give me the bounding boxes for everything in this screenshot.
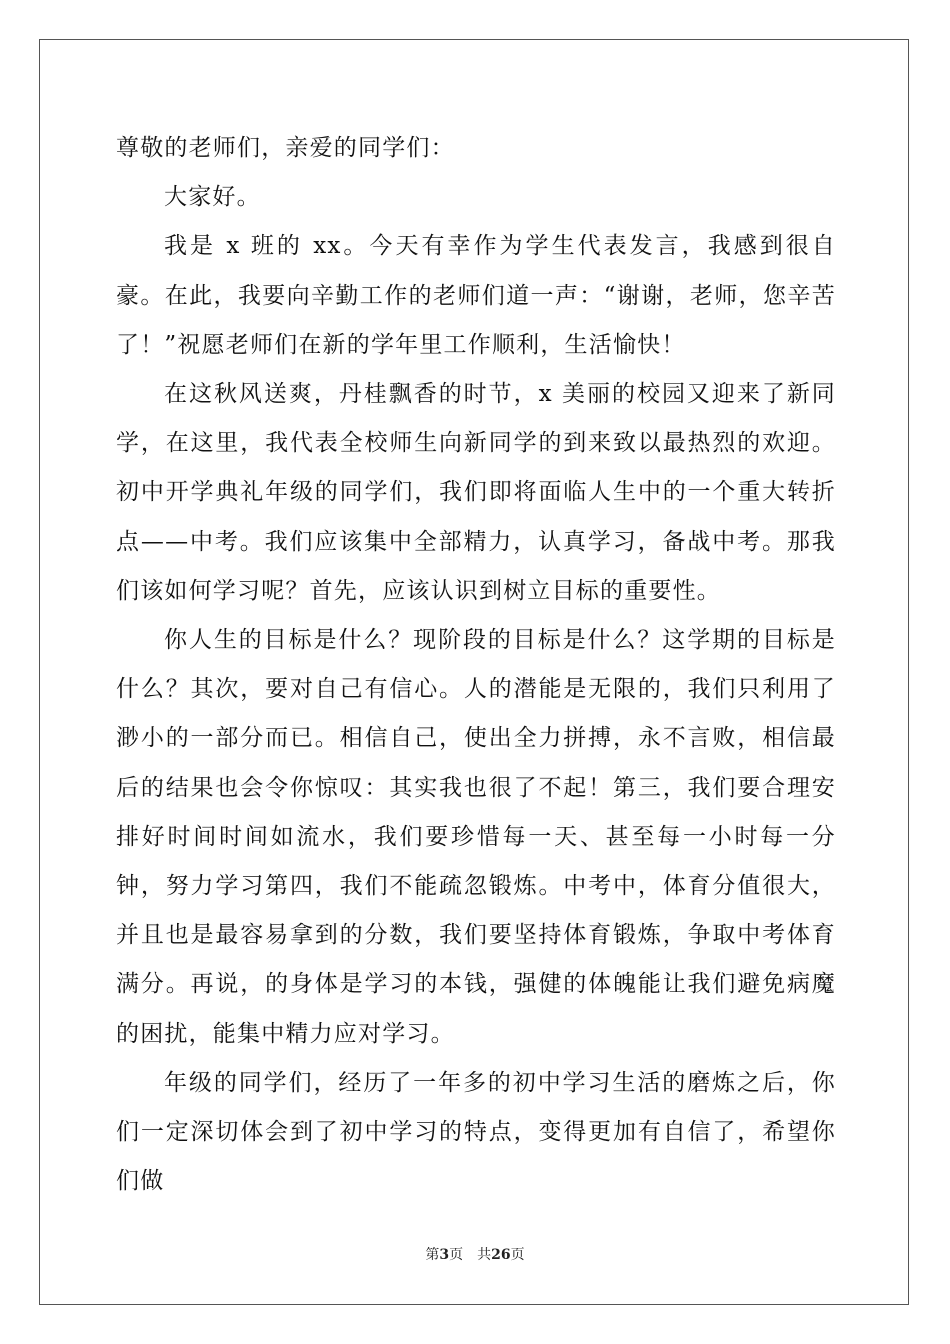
greeting: 尊敬的老师们，亲爱的同学们：: [116, 135, 455, 161]
paragraph-1: 大家好。: [164, 184, 261, 211]
total-suffix: 页: [510, 1247, 525, 1263]
page-suffix: 页: [449, 1247, 464, 1263]
paragraph-3: 在这秋风送爽，丹桂飘香的时节，x 美丽的校园又迎来了新同学，在这里，我代表全校师生向新同学的到来致以最热烈的欢迎。初中开学典礼年级的同学们，我们即将面临人生中的一个重大转折点——中考。我们应该集中全部精力，认真学习，备战中考。那我们该如何学习呢？首先，应该认识到树立目标的重要性。: [116, 381, 836, 604]
page-footer: [0, 1244, 950, 1264]
total-pages: 26: [491, 1247, 511, 1263]
document-body: [116, 124, 836, 1206]
page-number: 3: [439, 1247, 450, 1263]
paragraph-5: 年级的同学们，经历了一年多的初中学习生活的磨炼之后，你们一定深切体会到了初中学习的特点，变得更加有自信了，希望你们做: [116, 1069, 836, 1195]
paragraph-4: 你人生的目标是什么？现阶段的目标是什么？这学期的目标是什么？其次，要对自己有信心。人的潜能是无限的，我们只利用了渺小的一部分而已。相信自己，使出全力拼搏，永不言败，相信最后的结果也会令你惊叹：其实我也很了不起！第三，我们要合理安排好时间时间如流水，我们要珍惜每一天、甚至每一小时每一分钟，努力学习第四，我们不能疏忽锻炼。中考中，体育分值很大，并且也是最容易拿到的分数，我们要坚持体育锻炼，争取中考体育满分。再说，的身体是学习的本钱，强健的体魄能让我们避免病魔的困扰，能集中精力应对学习。: [116, 627, 836, 1047]
total-prefix: 共: [477, 1247, 492, 1263]
paragraph-2: 我是 x 班的 xx。今天有幸作为学生代表发言，我感到很自豪。在此，我要向辛勤工作的老师们道一声：“谢谢，老师，您辛苦了！”祝愿老师们在新的学年里工作顺利，生活愉快！: [116, 233, 836, 358]
page-prefix: 第: [425, 1247, 440, 1263]
